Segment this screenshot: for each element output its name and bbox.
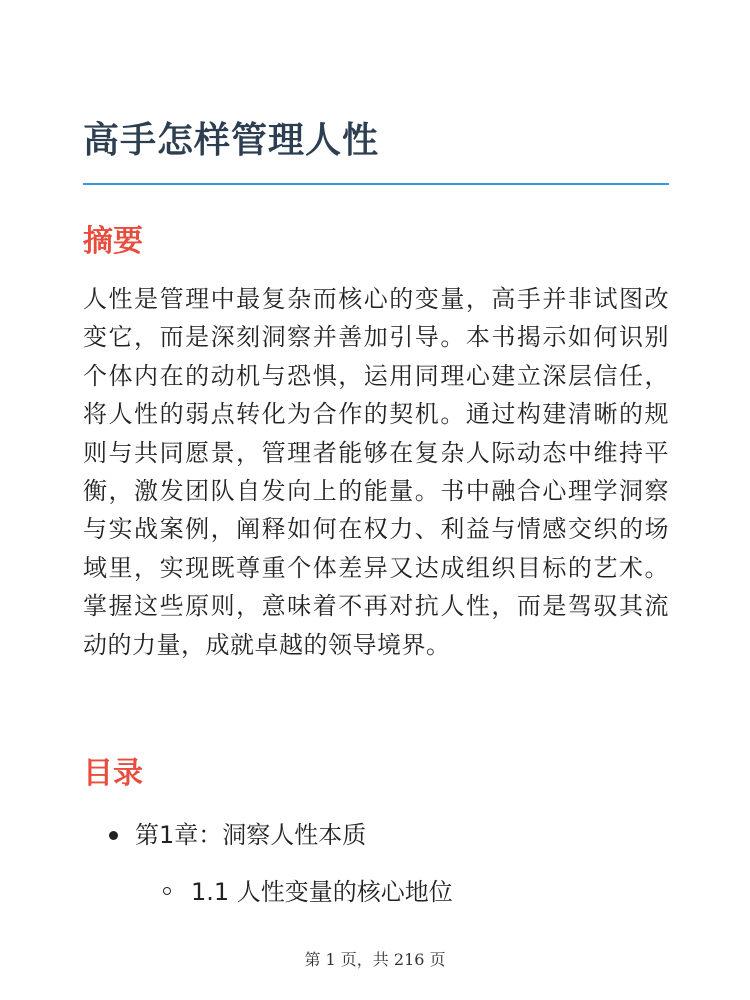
page-footer: 第 1 页，共 216 页 bbox=[304, 950, 446, 969]
toc-section-label: 1.1 人性变量的核心地位 bbox=[191, 878, 453, 906]
bullet-disc-icon bbox=[109, 831, 118, 840]
bullet-circle-icon bbox=[163, 887, 171, 895]
summary-paragraph: 人性是管理中最复杂而核心的变量，高手并非试图改变它，而是深刻洞察并善加引导。本书揭示如何识别个体内在的动机与恐惧，运用同理心建立深层信任，将人性的弱点转化为合作的契机。通过构建清晰的规则与共同愿景，管理者能够在复杂人际动态中维持平衡，激发团队自发向上的能量。书中融合心理学洞察与实战案例，阐释如何在权力、利益与情感交织的场域里，实现既尊重个体差异又达成组织目标的艺术。掌握这些原则，意味着不再对抗人性，而是驾驭其流动的力量，成就卓越的领导境界。 bbox=[83, 285, 669, 659]
summary-heading: 摘要 bbox=[83, 224, 143, 259]
title-divider bbox=[83, 183, 669, 185]
toc-section-item bbox=[163, 875, 453, 909]
toc-chapter-label: 第1章：洞察人性本质 bbox=[135, 821, 367, 849]
toc-chapter-item bbox=[109, 818, 366, 852]
book-title: 高手怎样管理人性 bbox=[83, 120, 380, 161]
toc-heading: 目录 bbox=[83, 756, 143, 791]
document-page bbox=[83, 0, 669, 1000]
